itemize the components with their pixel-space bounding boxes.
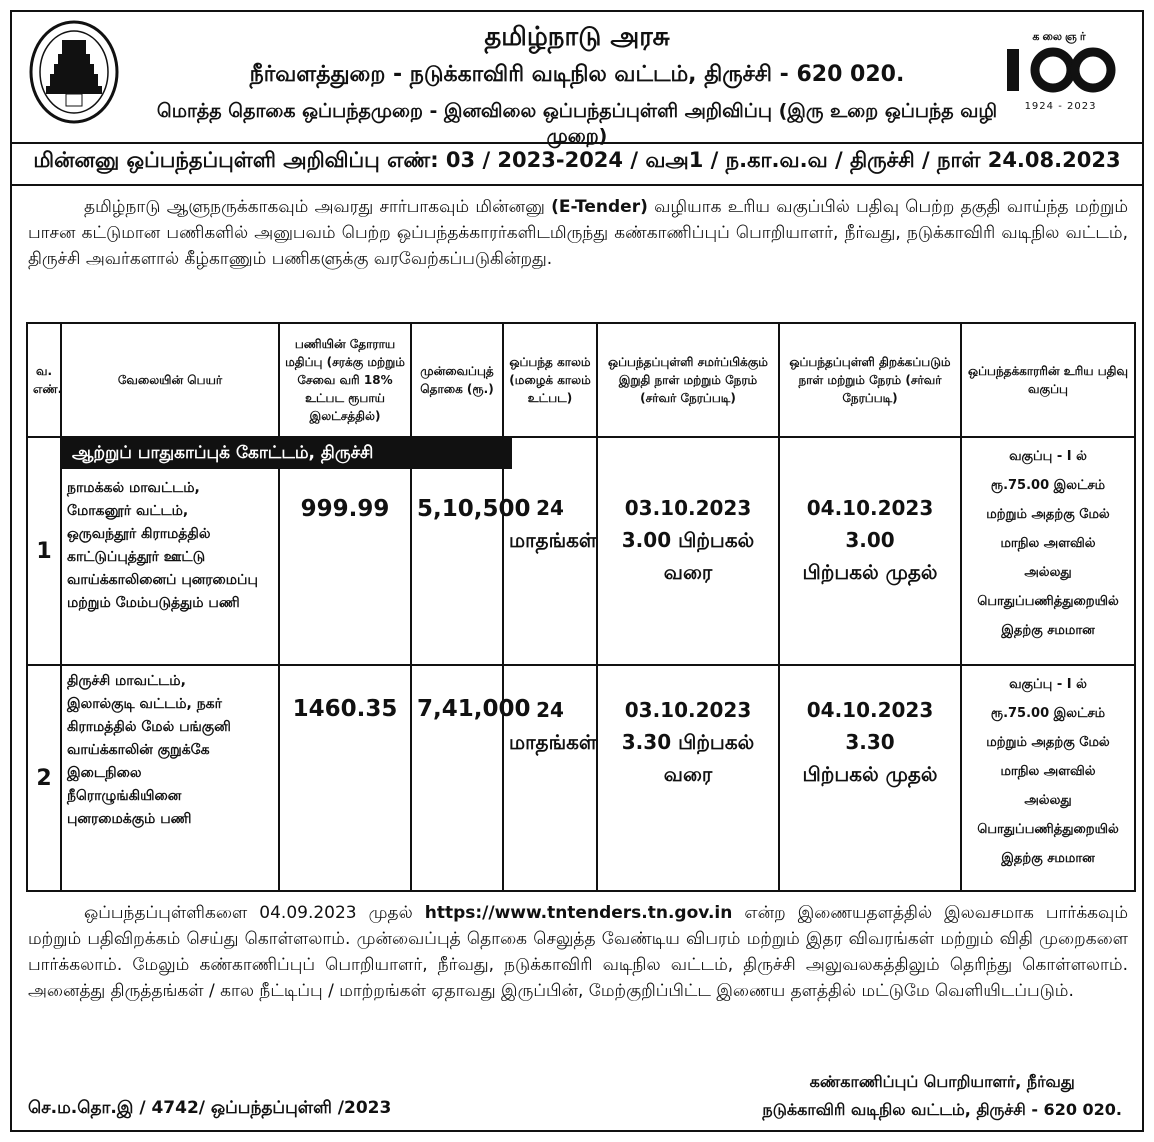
work-line: கிராமத்தில் மேல் பங்குனி — [67, 719, 231, 735]
row-serial: 2 — [27, 665, 61, 891]
row-submit — [597, 437, 779, 665]
work-line: மற்றும் மேம்படுத்தும் பணி — [67, 595, 240, 611]
intro-text: வழியாக உரிய வகுப்பில் பதிவு பெற்ற தகுதி வாய்ந்த மற்றும் பாசன கட்டுமான பணிகளில் அனுபவம் பெற்ற ஒப்பந்தக்காரர்களிடமிருந்து கண்காணிப்புப் பொறியாளர், நீர்வது, நடுக்காவிரி வடிநில வட்டம், திருச்சி அவர்களால் கீழ்காணும் பணிகளுக்கு வரவேற்கப்படுகின்றது. — [28, 197, 1129, 269]
work-line: காட்டுப்புத்தூர் ஊட்டு — [67, 549, 206, 565]
government-title: தமிழ்நாடு அரசு — [484, 22, 670, 52]
notice-number: மின்னனு ஒப்பந்தப்புள்ளி அறிவிப்பு எண்: 03 / 2023-2024 / வஅ1 / ந.கா.வ.வ / திருச்சி / நாள் 24.08.2023 — [33, 148, 1121, 172]
logo-top-text: கலைஞர் — [1032, 30, 1089, 43]
work-line: புனரமைக்கும் பணி — [67, 811, 192, 827]
signatory-block — [762, 1068, 1122, 1124]
period-value: 24 — [536, 698, 564, 722]
work-line: நீரொழுங்கியினை — [67, 788, 182, 804]
open-time: 3.00 — [845, 528, 895, 552]
signatory-office: நடுக்காவிரி வடிநில வட்டம், திருச்சி - 620 020. — [762, 1100, 1122, 1119]
open-time-suffix: பிற்பகல் முதல் — [802, 762, 938, 786]
department-title: நீர்வளத்துறை - நடுக்காவிரி வடிநில வட்டம், திருச்சி - 620 020. — [249, 62, 905, 87]
work-line: நாமக்கல் மாவட்டம், — [67, 480, 200, 496]
class-line: ரூ.75.00 இலட்சம் — [990, 478, 1106, 493]
submit-time: 3.30 பிற்பகல் வரை — [621, 730, 755, 786]
col-header-emd: முன்வைப்புத் தொகை (ரூ.) — [411, 323, 503, 437]
period-value: 24 — [536, 496, 564, 520]
row-value: 1460.35 — [279, 665, 411, 891]
footer-text: ஒப்பந்தப்புள்ளிகளை 04.09.2023 முதல் — [84, 903, 413, 923]
row-class — [961, 665, 1135, 891]
open-date: 04.10.2023 — [806, 698, 934, 722]
tamil-nadu-emblem-icon — [28, 18, 120, 126]
row-submit — [597, 665, 779, 891]
tender-table — [26, 322, 1136, 892]
intro-text: தமிழ்நாடு ஆளுநருக்காகவும் அவரது சார்பாகவும் மின்னனு — [84, 197, 545, 217]
work-line: இடைநிலை — [67, 765, 142, 781]
submit-date: 03.10.2023 — [624, 496, 752, 520]
submit-date: 03.10.2023 — [624, 698, 752, 722]
row-value: 999.99 — [279, 437, 411, 665]
row-serial: 1 — [27, 437, 61, 665]
class-line: மாநில அளவில் — [1000, 764, 1096, 779]
row-open — [779, 665, 961, 891]
col-header-serial: வ. எண். — [27, 323, 61, 437]
class-line: வகுப்பு - I ல் — [1009, 677, 1087, 692]
work-line: வாய்க்காலின் குறுக்கே — [67, 742, 210, 758]
table-row — [27, 437, 1135, 665]
logo-100-icon — [1001, 45, 1121, 95]
tender-website-link[interactable]: https://www.tntenders.tn.gov.in — [424, 903, 733, 923]
work-line: திருச்சி மாவட்டம், — [67, 673, 186, 689]
class-line: இதற்கு சமமான — [1001, 623, 1095, 638]
class-line: இதற்கு சமமான — [1001, 851, 1095, 866]
col-header-class: ஒப்பந்தக்காரரின் உரிய பதிவு வகுப்பு — [961, 323, 1135, 437]
col-header-open: ஒப்பந்தப்புள்ளி திறக்கப்படும் நாள் மற்றும் நேரம் (சர்வர் நேரப்படி) — [779, 323, 961, 437]
row-emd: 7,41,000 — [411, 665, 503, 891]
class-line: அல்லது — [1024, 793, 1072, 808]
logo-years: 1924 - 2023 — [1024, 101, 1097, 112]
intro-paragraph — [28, 194, 1128, 272]
table-row — [27, 665, 1135, 891]
row-open — [779, 437, 961, 665]
work-line: ஒருவந்தூர் கிராமத்தில் — [67, 526, 211, 542]
division-banner: ஆற்றுப் பாதுகாப்புக் கோட்டம், திருச்சி — [62, 438, 512, 469]
class-line: அல்லது — [1024, 565, 1072, 580]
divider — [10, 184, 1144, 186]
open-time-suffix: பிற்பகல் முதல் — [802, 560, 938, 584]
divider — [10, 142, 1144, 144]
open-date: 04.10.2023 — [806, 496, 934, 520]
class-line: பொதுப்பணித்துறையில் — [977, 594, 1119, 609]
e-tender-label: (E-Tender) — [551, 197, 648, 217]
footer-paragraph — [28, 900, 1128, 1004]
row-work — [61, 665, 279, 891]
class-line: ரூ.75.00 இலட்சம் — [990, 706, 1106, 721]
tender-type: மொத்த தொகை ஒப்பந்தமுறை - இனவிலை ஒப்பந்தப்புள்ளி அறிவிப்பு (இரு உறை ஒப்பந்த வழி முறை) — [156, 100, 998, 147]
submit-time: 3.00 பிற்பகல் வரை — [621, 528, 755, 584]
work-line: வாய்க்காலினைப் புனரமைப்பு — [67, 572, 258, 588]
reference-number: செ.ம.தொ.இ / 4742/ ஒப்பந்தப்புள்ளி /2023 — [28, 1098, 392, 1118]
class-line: மாநில அளவில் — [1000, 536, 1096, 551]
work-line: இலால்குடி வட்டம், நகர் — [67, 696, 222, 712]
signatory-title: கண்காணிப்புப் பொறியாளர், நீர்வது — [809, 1072, 1075, 1091]
row-emd: 5,10,500 — [411, 437, 503, 665]
col-header-value: பணியின் தோராய மதிப்பு (சரக்கு மற்றும் சேவை வரி 18% உட்பட ரூபாய் இலட்சத்தில்) — [279, 323, 411, 437]
row-period — [503, 437, 597, 665]
col-header-submit: ஒப்பந்தப்புள்ளி சமர்ப்பிக்கும் இறுதி நாள் மற்றும் நேரம் (சர்வர் நேரப்படி) — [597, 323, 779, 437]
class-line: மற்றும் அதற்கு மேல் — [986, 507, 1110, 522]
class-line: மற்றும் அதற்கு மேல் — [986, 735, 1110, 750]
class-line: பொதுப்பணித்துறையில் — [977, 822, 1119, 837]
col-header-period: ஒப்பந்த காலம் (மழைக் காலம் உட்பட) — [503, 323, 597, 437]
col-header-work: வேலையின் பெயர் — [61, 323, 279, 437]
table-header-row — [27, 323, 1135, 437]
class-line: வகுப்பு - I ல் — [1009, 449, 1087, 464]
period-unit: மாதங்கள் — [509, 730, 597, 754]
footer-text: என்ற இணையதளத்தில் இலவசமாக பார்க்கவும் மற்றும் பதிவிறக்கம் செய்து கொள்ளலாம். முன்வைப்புத் தொகை செலுத்த வேண்டிய விபரம் மற்றும் இதர விவரங்கள் மற்றும் விதி முறைகளை பார்க்கலாம். மேலும் கண்காணிப்புப் பொறியாளர், நீர்வது, நடுக்காவிரி வடிநில வட்டம், திருச்சி அலுவலகத்திலும் தெரிந்து கொள்ளலாம். அனைத்து திருத்தங்கள் / கால நீட்டிப்பு / மாற்றங்கள் ஏதாவது இருப்பின், மேற்குறிப்பிட்ட இணைய தளத்தில் மட்டுமே வெளியிடப்படும். — [28, 903, 1129, 1001]
work-line: மோகனூர் வட்டம், — [67, 503, 189, 519]
open-time: 3.30 — [845, 730, 895, 754]
row-class — [961, 437, 1135, 665]
period-unit: மாதங்கள் — [509, 528, 597, 552]
